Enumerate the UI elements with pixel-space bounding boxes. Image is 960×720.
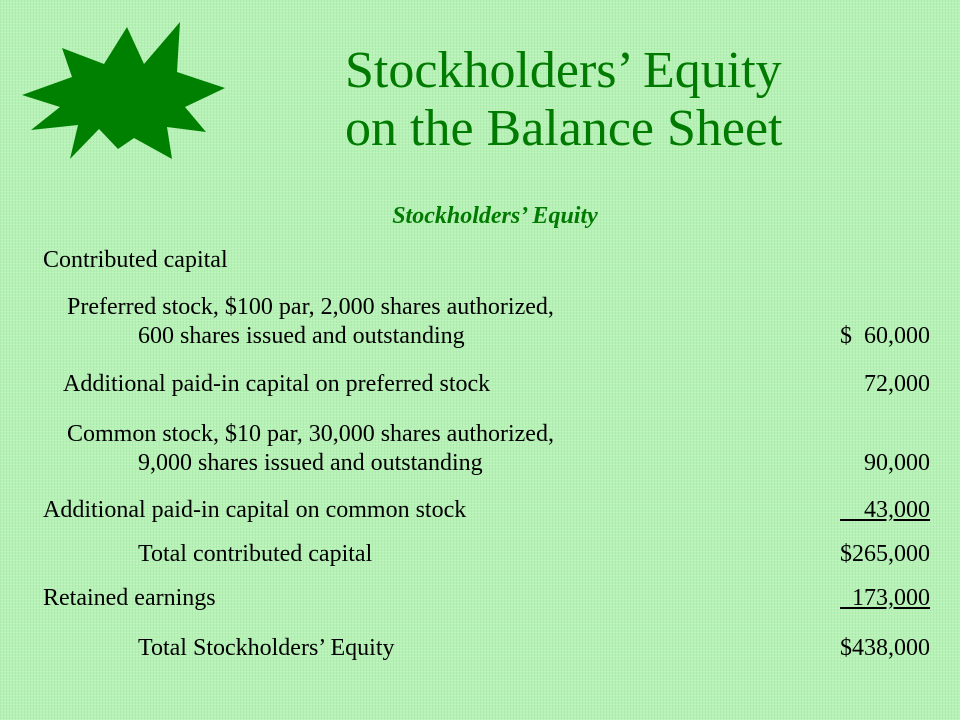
slide-title-line-1: Stockholders’ Equity bbox=[345, 42, 782, 99]
slide-title bbox=[345, 42, 925, 158]
slide-title-line-2: on the Balance Sheet bbox=[345, 100, 783, 157]
common-stock-line-1: Common stock, $10 par, 30,000 shares authorized, bbox=[67, 421, 554, 447]
apic-preferred-label: Additional paid-in capital on preferred stock bbox=[63, 371, 491, 397]
common-stock-line-2: 9,000 shares issued and outstanding bbox=[138, 450, 483, 476]
total-equity-amount: $438,000 bbox=[840, 635, 930, 661]
retained-earnings-label: Retained earnings bbox=[43, 585, 216, 611]
starburst-icon bbox=[22, 22, 232, 162]
total-equity-label: Total Stockholders’ Equity bbox=[138, 635, 395, 661]
preferred-stock-amount: $ 60,000 bbox=[840, 323, 930, 349]
total-contributed-label: Total contributed capital bbox=[138, 541, 373, 567]
total-contributed-amount: $265,000 bbox=[840, 541, 930, 567]
apic-preferred-amount: 72,000 bbox=[864, 371, 930, 397]
section-heading: Stockholders’ Equity bbox=[392, 203, 598, 229]
apic-common-label: Additional paid-in capital on common stock bbox=[43, 497, 467, 523]
apic-common-amount: 43,000 bbox=[840, 497, 930, 523]
contributed-capital-label: Contributed capital bbox=[43, 247, 228, 273]
preferred-stock-line-2: 600 shares issued and outstanding bbox=[138, 323, 465, 349]
preferred-stock-line-1: Preferred stock, $100 par, 2,000 shares authorized, bbox=[67, 294, 554, 320]
retained-earnings-amount: 173,000 bbox=[840, 585, 930, 611]
common-stock-amount: 90,000 bbox=[864, 450, 930, 476]
